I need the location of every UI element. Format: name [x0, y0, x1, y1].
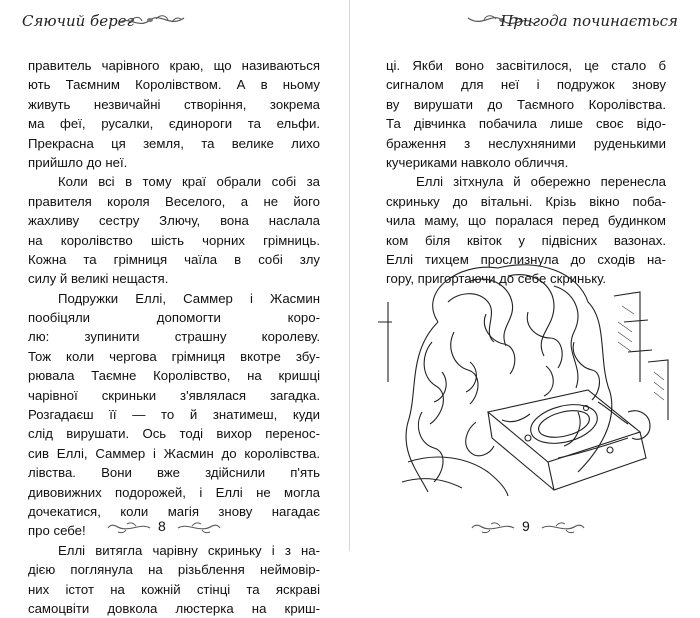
left-running-head: Сяючий берег	[22, 12, 135, 30]
right-running-head: Пригода починається	[500, 12, 678, 30]
text-line: на королівство шість чорних грімниць.	[28, 232, 320, 248]
text-line: лю: зупинити страшну королеву.	[28, 329, 320, 345]
left-page-number: 8	[158, 518, 166, 534]
text-line: сигналом для неї і подружок знову	[386, 77, 666, 93]
text-line: кучериками навколо обличчя.	[386, 154, 569, 170]
leaf-ornament-icon	[540, 520, 586, 536]
text-line: пообіцяли допомогти коро-	[28, 310, 320, 326]
text-line: силу й великі нещастя.	[28, 271, 169, 287]
text-line: ву вирушати до Таємного Королівства.	[386, 96, 666, 112]
leaf-ornament-icon	[470, 520, 516, 536]
text-line: живуть незвичайні створіння, зокрема	[28, 96, 320, 112]
text-line: Еллі зітхнула й обережно перенесла	[416, 174, 666, 190]
text-line: Прекрасна ця земля, та велике лихо	[28, 135, 320, 151]
text-line: скриньку до вітальні. Крізь вікно поба-	[386, 193, 666, 209]
text-line: рювала Таємне Королівство, на кришці	[28, 368, 320, 384]
leaf-ornament-icon	[176, 520, 222, 536]
text-line: Еллі тихцем прослизнула до сходів на-	[386, 251, 666, 267]
girl-with-magic-box-illustration	[378, 262, 678, 496]
left-page	[0, 0, 350, 616]
text-line: сив Еллі, Саммер і Жасмин до королівства.	[28, 445, 320, 461]
flourish-ornament-icon	[116, 10, 186, 32]
text-line: браження з неслухняними руденькими	[386, 135, 666, 151]
text-line: Та дівчинка побачила лише своє відо-	[386, 116, 666, 132]
text-line: правитель чарівного краю, що називаються	[28, 58, 320, 73]
text-line: ма феї, русалки, єдинороги та ельфи.	[28, 116, 320, 132]
text-line: дією поглянула на різьблення неймовір-	[28, 562, 320, 578]
text-line: самоцвіти довкола люстерка на криш-	[28, 600, 320, 616]
left-footer	[0, 514, 350, 540]
text-line: прийшло до неї.	[28, 154, 128, 170]
text-line: чила маму, що поралася перед будинком	[386, 213, 666, 229]
text-line: слід вирушати. Ось тоді вихор перенос-	[28, 426, 320, 442]
text-line: ють Таємним Королівством. А в ньому	[28, 77, 320, 93]
text-line: Коли всі в тому краї обрали собі за	[58, 174, 320, 190]
right-footer	[350, 514, 700, 540]
text-line: Тож коли чергова грімниця вкотре збу-	[28, 348, 320, 364]
text-line: Еллі витягла чарівну скриньку і з на-	[58, 542, 320, 558]
right-page	[350, 0, 700, 551]
right-page-number: 9	[522, 518, 530, 534]
text-line: дочекатися, коли магія знову нагадає	[28, 503, 320, 519]
text-line: Розгадаєш її — то й знатимеш, куди	[28, 407, 320, 423]
text-line: них істот на кожній стінці та яскраві	[28, 581, 320, 597]
text-line: лівства. Вони вже здійснили п'ять	[28, 465, 320, 481]
text-line: дивовижних подорожей, і Еллі не могла	[28, 484, 320, 500]
leaf-ornament-icon	[106, 520, 152, 536]
text-line: Кожна та грімниця чаїла в собі злу	[28, 251, 320, 267]
right-body-text	[386, 56, 666, 289]
text-line: Подружки Еллі, Саммер і Жасмин	[58, 290, 320, 306]
text-line: правителя короля Веселого, а не його	[28, 193, 320, 209]
text-line: гору, пригортаючи до себе скриньку.	[386, 271, 607, 287]
text-line: чарівної скриньки з'являлася загадка.	[28, 387, 320, 403]
text-line: про себе!	[28, 523, 86, 539]
text-line: ком біля квіток у підвісних вазонах.	[386, 232, 666, 248]
text-line: ці. Якби воно засвітилося, це стало б	[386, 58, 666, 73]
text-line: жахливу сестру Злючу, вона наслала	[28, 213, 320, 229]
